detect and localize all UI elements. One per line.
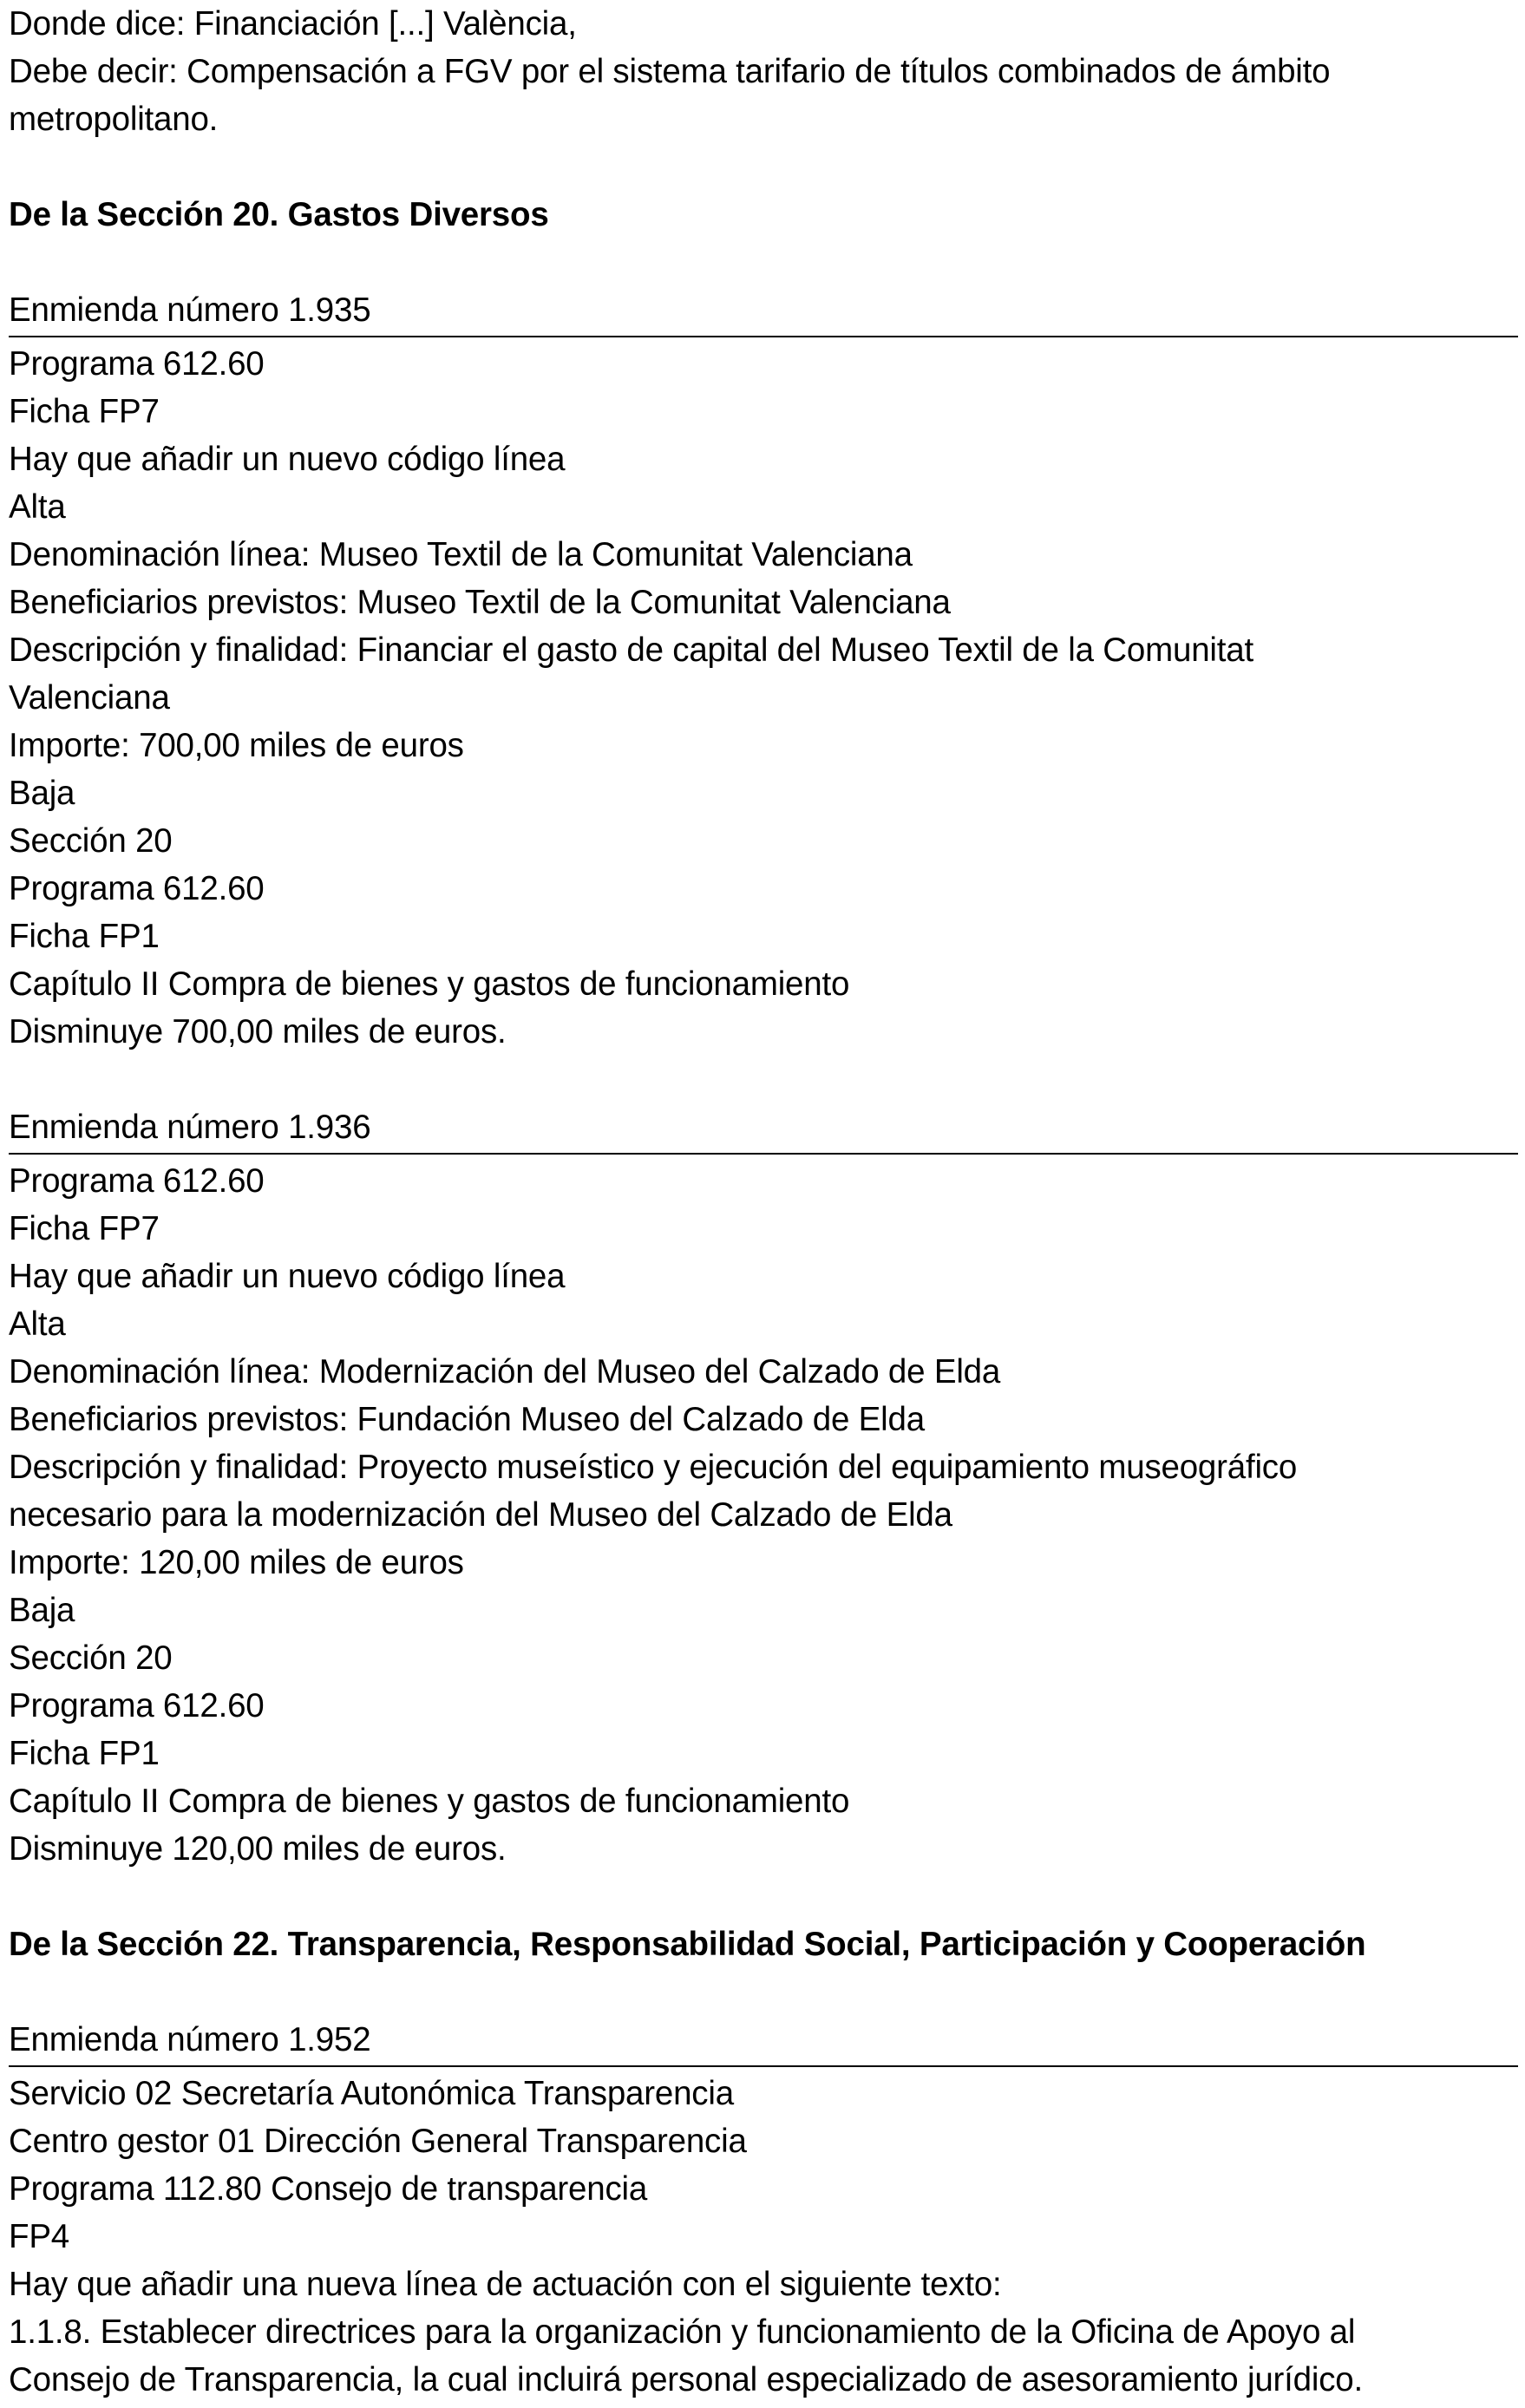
spacer: [9, 1873, 1518, 1921]
amendment-line: Consejo de Transparencia, la cual incluirá personal especializado de asesoramiento jurídico.: [9, 2361, 1364, 2398]
amendment-line: Ficha FP1: [9, 1735, 160, 1772]
amendment-title: Enmienda número 1.952: [9, 2016, 1518, 2067]
amendment-line: Baja: [9, 1592, 75, 1629]
spacer: [9, 239, 1518, 286]
amendment-line: Servicio 02 Secretaría Autonómica Transparencia: [9, 2075, 734, 2112]
amendment-title: Enmienda número 1.935: [9, 286, 1518, 337]
spacer: [9, 143, 1518, 191]
amendment-line: FP4: [9, 2218, 70, 2255]
amendment-line: Importe: 120,00 miles de euros: [9, 1544, 464, 1581]
amendment-line: Descripción y finalidad: Financiar el gasto de capital del Museo Textil de la Comunitat: [9, 631, 1253, 669]
amendment-line: Valenciana: [9, 679, 170, 717]
amendment-line: Importe: 700,00 miles de euros: [9, 727, 464, 764]
intro-line: metropolitano.: [9, 101, 219, 138]
amendment-line: Disminuye 700,00 miles de euros.: [9, 1013, 507, 1050]
amendment-line: Denominación línea: Museo Textil de la Comunitat Valenciana: [9, 536, 913, 573]
amendment-title: Enmienda número 1.936: [9, 1103, 1518, 1155]
amendment-block: [9, 286, 1518, 1056]
amendment-line: Programa 612.60: [9, 345, 265, 383]
amendment-line: Hay que añadir una nueva línea de actuación con el siguiente texto:: [9, 2266, 1002, 2303]
amendment-line: Ficha FP7: [9, 1210, 160, 1247]
amendment-line: Hay que añadir un nuevo código línea: [9, 1258, 566, 1295]
amendment-line: Alta: [9, 1305, 66, 1343]
amendment-line: Programa 612.60: [9, 870, 265, 907]
spacer: [9, 1056, 1518, 1103]
amendment-line: Sección 20: [9, 1639, 173, 1677]
spacer: [9, 1968, 1518, 2016]
amendment-line: 1.1.8. Establecer directrices para la organización y funcionamiento de la Oficina de Apoyo al: [9, 2313, 1356, 2351]
amendment-line: Centro gestor 01 Dirección General Transparencia: [9, 2123, 747, 2160]
amendment-block: [9, 1103, 1518, 1873]
amendment-line: Programa 612.60: [9, 1162, 265, 1200]
document-page: [9, 0, 1518, 2404]
amendment-line: necesario para la modernización del Museo del Calzado de Elda: [9, 1496, 952, 1534]
amendment-line: Disminuye 120,00 miles de euros.: [9, 1830, 507, 1868]
amendment-line: Denominación línea: Modernización del Museo del Calzado de Elda: [9, 1353, 1001, 1390]
intro-line: Debe decir: Compensación a FGV por el sistema tarifario de títulos combinados de ámbito: [9, 53, 1331, 90]
amendment-line: Programa 112.80 Consejo de transparencia: [9, 2170, 648, 2208]
intro-line: Donde dice: Financiación [...] València,: [9, 5, 577, 43]
amendment-line: Baja: [9, 775, 75, 812]
amendment-block: [9, 2016, 1518, 2404]
section-heading: De la Sección 22. Transparencia, Responsabilidad Social, Participación y Cooperación: [9, 1926, 1366, 1963]
amendment-line: Beneficiarios previstos: Fundación Museo del Calzado de Elda: [9, 1401, 925, 1438]
amendment-line: Ficha FP1: [9, 918, 160, 955]
amendment-line: Programa 612.60: [9, 1687, 265, 1724]
amendment-line: Hay que añadir un nuevo código línea: [9, 441, 566, 478]
amendment-line: Alta: [9, 488, 66, 526]
amendment-line: Beneficiarios previstos: Museo Textil de la Comunitat Valenciana: [9, 584, 951, 621]
amendment-line: Ficha FP7: [9, 393, 160, 430]
amendment-line: Sección 20: [9, 822, 173, 860]
amendment-line: Descripción y finalidad: Proyecto museístico y ejecución del equipamiento museográfico: [9, 1449, 1298, 1486]
intro-block: [9, 0, 1518, 143]
amendment-line: Capítulo II Compra de bienes y gastos de funcionamiento: [9, 1783, 850, 1820]
amendment-line: Capítulo II Compra de bienes y gastos de funcionamiento: [9, 965, 850, 1003]
section-heading: De la Sección 20. Gastos Diversos: [9, 196, 549, 233]
